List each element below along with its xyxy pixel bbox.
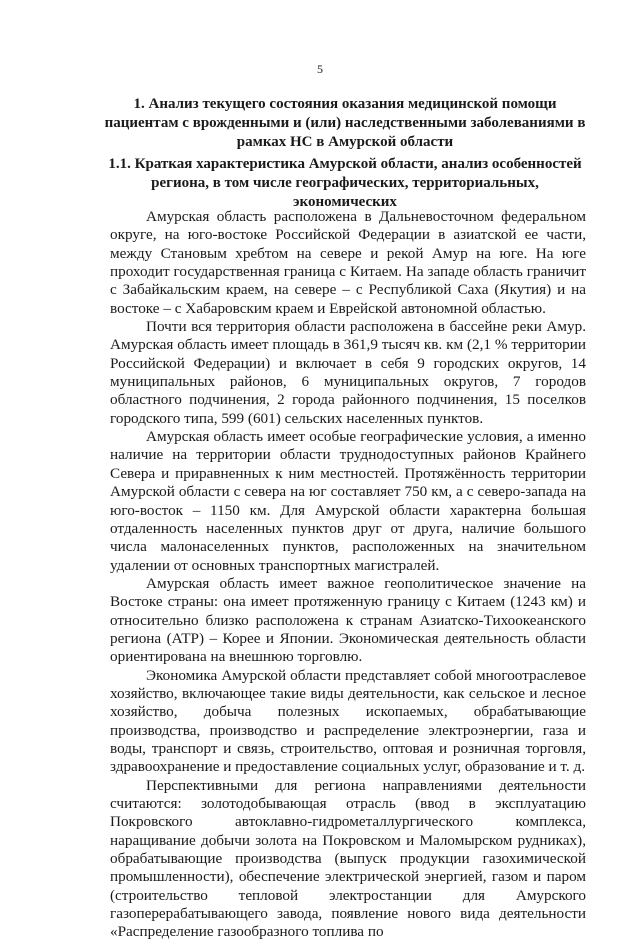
subsection-heading: 1.1. Краткая характеристика Амурской области, анализ особенностей региона, в том числе географических, территориальных, экономических [108,156,582,210]
paragraph-prospects: Перспективными для региона направлениями деятельности считаются: золотодобывающая отрасль (ввод в эксплуатацию Покровского автоклавно-гидрометаллургического комплекса, наращивание добычи золота на Покровском и Маломырском рудниках), обрабатывающие производства (выпуск продукции газохимической промышленности), обеспечение электрической энергией, газом и паром (строительство тепловой электростанции для Амурского газоперерабатывающего завода, появление нового вида деятельности «Распределение газообразного топлива по [110,776,586,941]
paragraph-territory: Почти вся территория области расположена в бассейне реки Амур. Амурская область имеет площадь в 361,9 тысяч кв. км (2,1 % территории Российской Федерации) и включает в себя 9 городских округов, 14 муниципальных районов, 6 муниципальных округов, 7 городов областного подчинения, 2 города районного подчинения, 15 поселков городского типа, 599 (601) сельских населенных пунктов. [110,318,586,427]
body-text [110,208,586,942]
paragraph-location: Амурская область расположена в Дальневосточном федеральном округе, на юго-востоке Российской Федерации в азиатской ее части, между Становым хребтом на севере и рекой Амур на юге. На юге проходит государственная граница с Китаем. На западе область граничит с Забайкальским краем, на севере – с Республикой Саха (Якутия) и на востоке – с Хабаровским краем и Еврейской автономной областью. [110,208,586,317]
paragraph-economy: Экономика Амурской области представляет собой многоотраслевое хозяйство, включающее такие виды деятельности, как сельское и лесное хозяйство, добыча полезных ископаемых, обрабатывающие производства, производство и распределение электроэнергии, газа и воды, транспорт и связь, строительство, оптовая и розничная торговля, здравоохранение и предоставление социальных услуг, образование и т. д. [110,666,586,776]
paragraph-geopolitics: Амурская область имеет важное геополитическое значение на Востоке страны: она имеет протяженную границу с Китаем (1243 км) и относительно близко расположена к странам Азиатско-Тихоокеанского региона (АТР) – Корее и Японии. Экономическая деятельность области ориентирована на внешнюю торговлю. [110,574,586,666]
paragraph-geography: Амурская область имеет особые географические условия, а именно наличие на территории области труднодоступных районов Крайнего Севера и приравненных к ним местностей. Протяжённость территории Амурской области с севера на юг составляет 750 км, а с северо-запада на юго-восток – 1150 км. Для Амурской области характерна большая отдаленность населенных пунктов друг от друга, наличие большого числа малонаселенных пунктов, расположенных на значительном удалении от основных транспортных магистралей. [110,428,586,574]
section-heading: 1. Анализ текущего состояния оказания медицинской помощи пациентам с врожденными и (или) наследственными заболеваниями в рамках НС в Амурской области [104,96,586,150]
page-number: 5 [317,62,323,76]
